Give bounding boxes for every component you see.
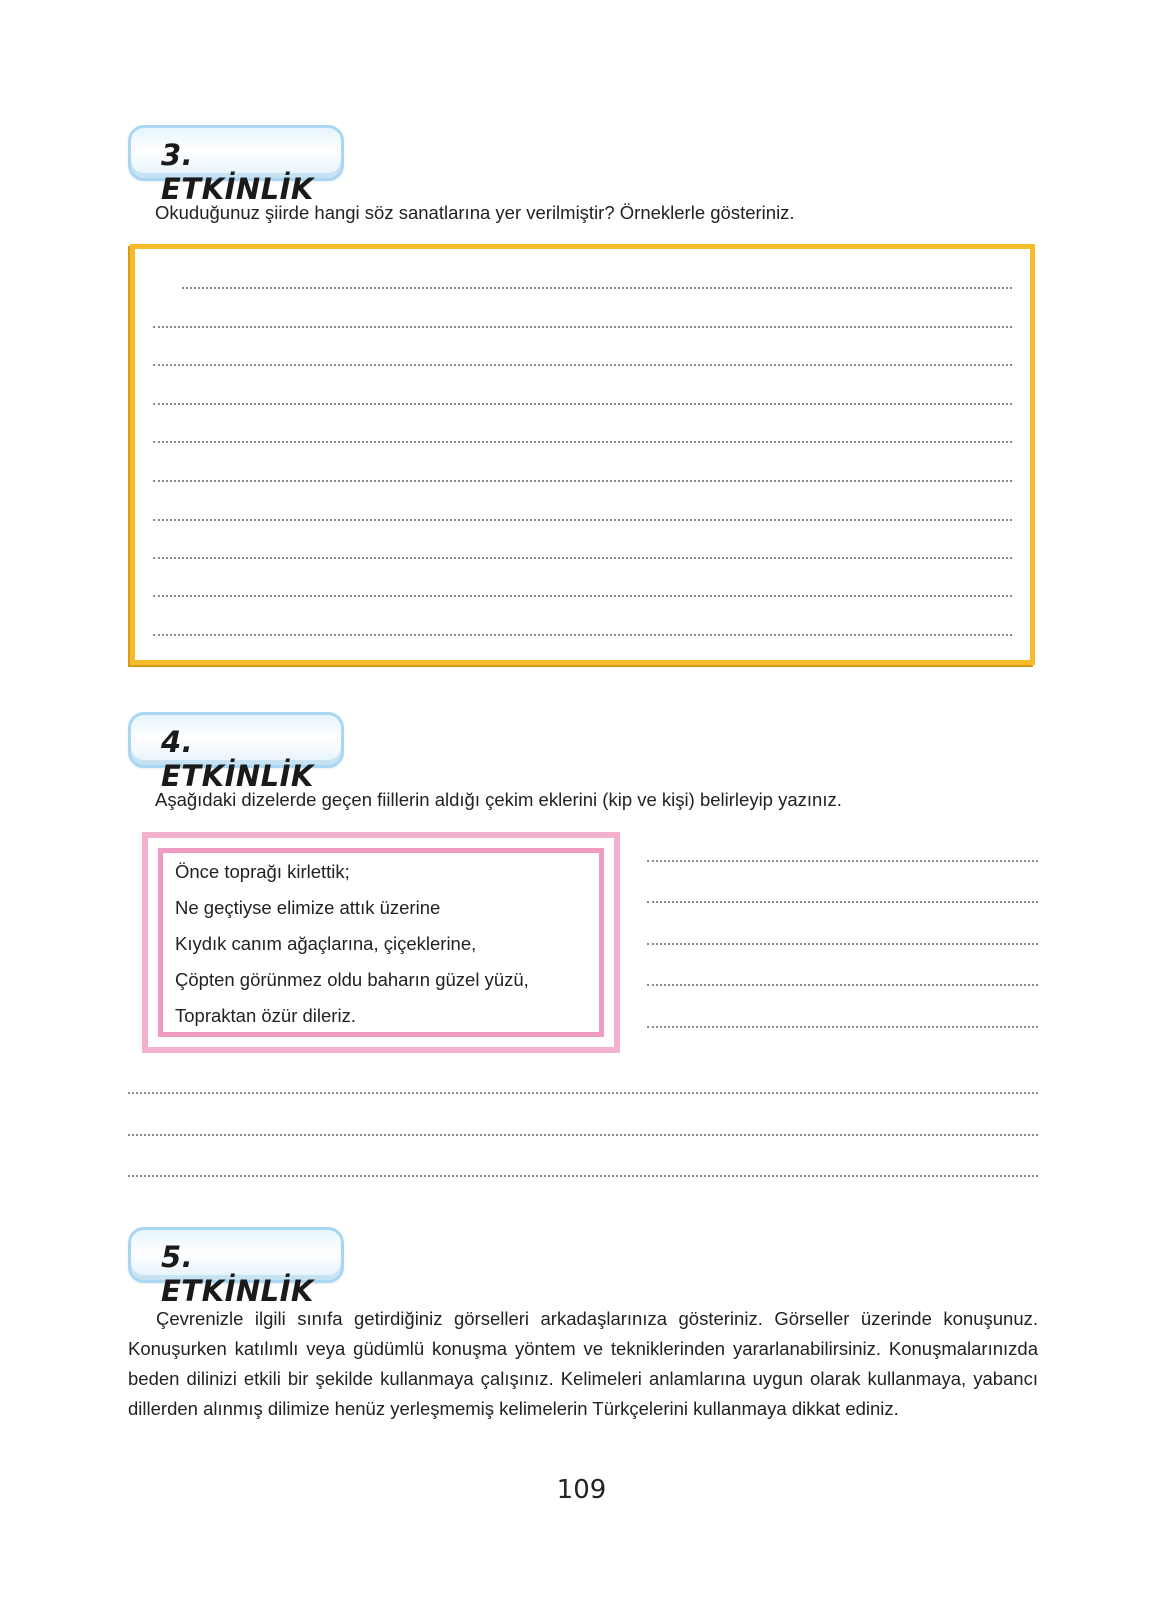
answer-line[interactable]: [153, 595, 1012, 597]
answer-line[interactable]: [128, 1134, 1038, 1136]
answer-line[interactable]: [128, 1092, 1038, 1094]
answer-line[interactable]: [182, 287, 1012, 289]
activity-3-title: 3. ETKİNLİK: [161, 138, 314, 206]
answer-line[interactable]: [153, 519, 1012, 521]
poem-line: Kıydık canım ağaçlarına, çiçeklerine,: [175, 933, 477, 954]
activity-4-badge: [128, 712, 344, 793]
activity-5-badge: [128, 1227, 344, 1308]
answer-line[interactable]: [647, 901, 1038, 903]
answer-line[interactable]: [153, 634, 1012, 636]
poem-line: Önce toprağı kirlettik;: [175, 861, 350, 882]
poem-line: Ne geçtiyse elimize attık üzerine: [175, 897, 441, 918]
answer-line[interactable]: [153, 557, 1012, 559]
activity-3-answer-box: [130, 244, 1035, 665]
answer-line[interactable]: [128, 1175, 1038, 1177]
poem-line: Topraktan özür dileriz.: [175, 1005, 356, 1026]
activity-3-badge: [128, 125, 344, 206]
answer-line[interactable]: [153, 364, 1012, 366]
answer-line[interactable]: [647, 943, 1038, 945]
answer-line[interactable]: [153, 480, 1012, 482]
answer-line[interactable]: [153, 441, 1012, 443]
answer-line[interactable]: [153, 403, 1012, 405]
answer-line[interactable]: [647, 1026, 1038, 1028]
activity-4-instruction: Aşağıdaki dizelerde geçen fiillerin aldığı çekim eklerini (kip ve kişi) belirleyip yazınız.: [155, 789, 842, 810]
answer-line[interactable]: [153, 326, 1012, 328]
activity-5-paragraph: [128, 1304, 1038, 1424]
answer-line[interactable]: [647, 984, 1038, 986]
activity-3-instruction: Okuduğunuz şiirde hangi söz sanatlarına yer verilmiştir? Örneklerle gösteriniz.: [155, 202, 795, 223]
activity-4-title: 4. ETKİNLİK: [161, 725, 314, 793]
activity-5-title: 5. ETKİNLİK: [161, 1240, 314, 1308]
poem-line: Çöpten görünmez oldu baharın güzel yüzü,: [175, 969, 529, 990]
answer-line[interactable]: [647, 860, 1038, 862]
activity-5-text: Çevrenizle ilgili sınıfa getirdiğiniz görselleri arkadaşlarınıza gösteriniz. Görseller üzerinde konuşunuz. Konuşurken katılımlı veya güdümlü konuşma yöntem ve tekniklerinden yararlanabilirsiniz. Konuşmalarınızda beden dilinizi etkili bir şekilde kullanmaya çalışınız. Kelimeleri anlamlarına uygun olarak kullanmaya, yabancı dillerden alınmış dilimize henüz yerleşmemiş kelimelerin Türkçelerini kullanmaya dikkat ediniz.: [128, 1308, 1038, 1419]
page-number: 109: [556, 1475, 607, 1505]
